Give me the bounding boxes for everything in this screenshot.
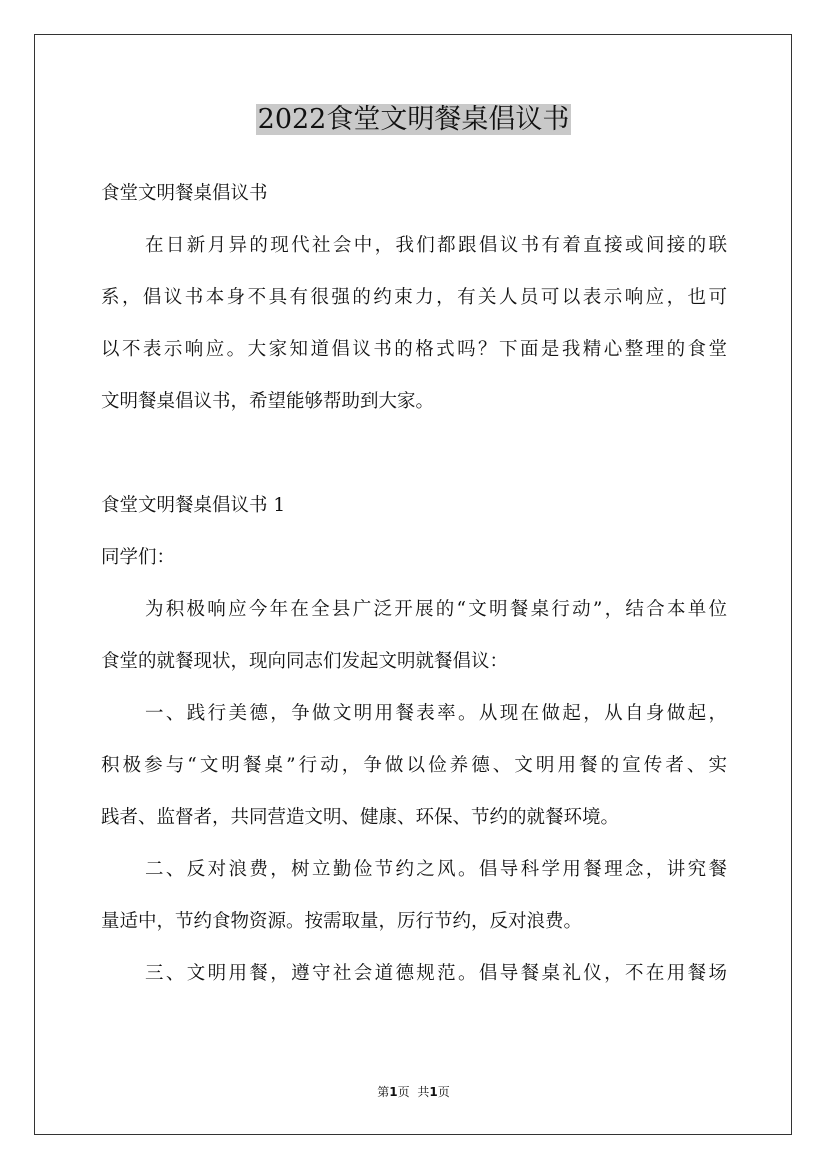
paragraph-line: 二、反对浪费，树立勤俭节约之风。倡导科学用餐理念，讲究餐 (145, 859, 727, 880)
page-current: 1 (389, 1085, 398, 1099)
paragraph-line: 量适中，节约食物资源。按需取量，厉行节约，反对浪费。 (101, 911, 583, 932)
paragraph-line: 一、践行美德，争做文明用餐表率。从现在做起，从自身做起， (145, 703, 727, 724)
document-title (0, 100, 827, 140)
paragraph-line: 文明餐桌倡议书，希望能够帮助到大家。 (101, 391, 435, 412)
section-heading: 食堂文明餐桌倡议书 1 (101, 495, 286, 516)
paragraph-line: 积极参与“文明餐桌”行动，争做以俭养德、文明用餐的宣传者、实 (101, 755, 727, 776)
document-body (101, 168, 727, 1000)
paragraph-line: 食堂的就餐现状，现向同志们发起文明就餐倡议： (101, 651, 509, 672)
paragraph-line: 在日新月异的现代社会中，我们都跟倡议书有着直接或间接的联 (145, 235, 727, 256)
page-suffix: 页 (397, 1085, 410, 1099)
paragraph-line: 系，倡议书本身不具有很强的约束力，有关人员可以表示响应，也可 (101, 287, 727, 308)
blank-line (101, 428, 727, 480)
section-heading: 食堂文明餐桌倡议书 (101, 183, 268, 204)
document-title-text: 2022食堂文明餐桌倡议书 (257, 104, 570, 135)
paragraph-line: 以不表示响应。大家知道倡议书的格式吗？下面是我精心整理的食堂 (101, 339, 727, 360)
page-prefix: 第 (377, 1085, 390, 1099)
salutation: 同学们： (101, 547, 176, 568)
page-total: 1 (429, 1085, 438, 1099)
paragraph-line: 三、文明用餐，遵守社会道德规范。倡导餐桌礼仪，不在用餐场 (145, 963, 727, 984)
total-suffix: 页 (437, 1085, 450, 1099)
total-prefix: 共 (417, 1085, 430, 1099)
paragraph-line: 践者、监督者，共同营造文明、健康、环保、节约的就餐环境。 (101, 807, 620, 828)
paragraph-line: 为积极响应今年在全县广泛开展的“文明餐桌行动”，结合本单位 (145, 599, 727, 620)
page-footer (0, 1084, 827, 1100)
